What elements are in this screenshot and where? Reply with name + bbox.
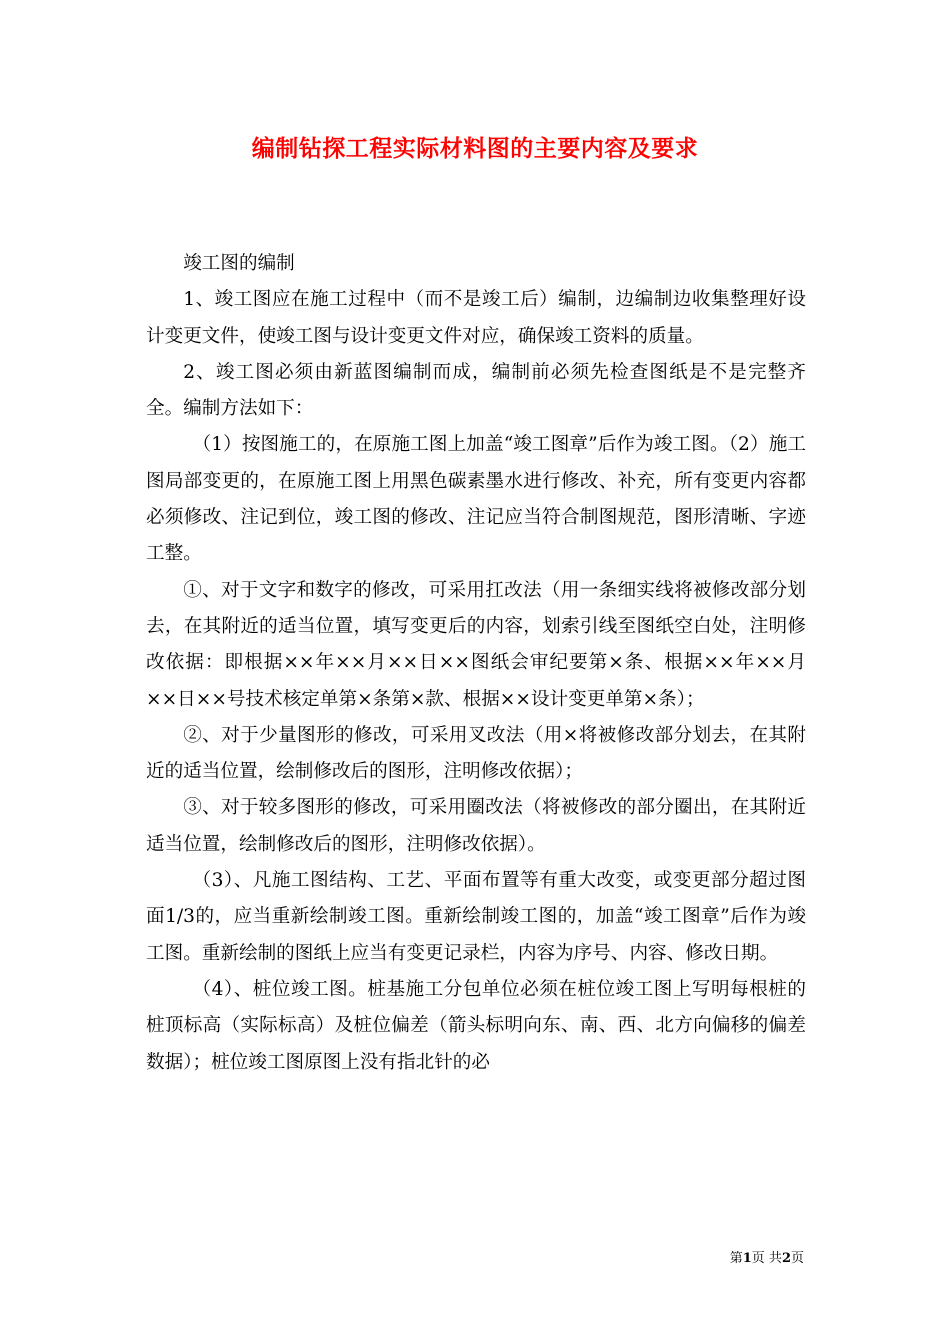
paragraph-method-4: （4）、桩位竣工图。桩基施工分包单位必须在桩位竣工图上写明每根桩的桩顶标高（实际标高）及桩位偏差（箭头标明向东、南、西、北方向偏移的偏差数据）；桩位竣工图原图上没有指北针的必 <box>146 978 806 1073</box>
paragraph-item-1: 1、竣工图应在施工过程中（而不是竣工后）编制，边编制边收集整理好设计变更文件，使竣工图与设计变更文件对应，确保竣工资料的质量。 <box>146 289 806 347</box>
paragraph-item-2: 2、竣工图必须由新蓝图编制而成，编制前必须先检查图纸是不是完整齐全。编制方法如下： <box>146 361 806 420</box>
paragraph-method-1-2: （1）按图施工的，在原施工图上加盖“竣工图章”后作为竣工图。（2）施工图局部变更的，在原施工图上用黑色碳素墨水进行修改、补充，所有变更内容都必须修改、注记到位，竣工图的修改、注记应当符合制图规范，图形清晰、字迹工整。 <box>146 434 806 565</box>
page-footer <box>730 1250 804 1268</box>
footer-suffix: 页 <box>790 1251 804 1266</box>
paragraph-method-3: （3）、凡施工图结构、工艺、平面布置等有重大改变，或变更部分超过图面1/3的，应当重新绘制竣工图。重新绘制竣工图的，加盖“竣工图章”后作为竣工图。重新绘制的图纸上应当有变更记录栏，内容为序号、内容、修改日期。 <box>146 870 806 964</box>
footer-middle: 页 共 <box>751 1251 782 1266</box>
document-title: 编制钻探工程实际材料图的主要内容及要求 <box>251 135 699 162</box>
paragraph-sub-2: ②、对于少量图形的修改，可采用叉改法（用×将被修改部分划去，在其附近的适当位置，绘制修改后的图形，注明修改依据）； <box>146 724 806 783</box>
footer-prefix: 第 <box>729 1251 743 1266</box>
footer-current-page: 1 <box>742 1251 752 1266</box>
footer-total-pages: 2 <box>781 1251 791 1266</box>
paragraph-sub-3: ③、对于较多图形的修改，可采用圈改法（将被修改的部分圈出，在其附近适当位置，绘制修改后的图形，注明修改依据）。 <box>146 797 806 855</box>
paragraph-section-heading: 竣工图的编制 <box>183 253 295 274</box>
document-body <box>146 246 806 1081</box>
paragraph-sub-1: ①、对于文字和数字的修改，可采用扛改法（用一条细实线将被修改部分划去，在其附近的适当位置，填写变更后的内容，划索引线至图纸空白处，注明修改依据：即根据××年××月××日××图纸会审纪要第×条、根据××年××月××日××号技术核定单第×条第×款、根据××设计变更单第×条）； <box>146 579 806 710</box>
